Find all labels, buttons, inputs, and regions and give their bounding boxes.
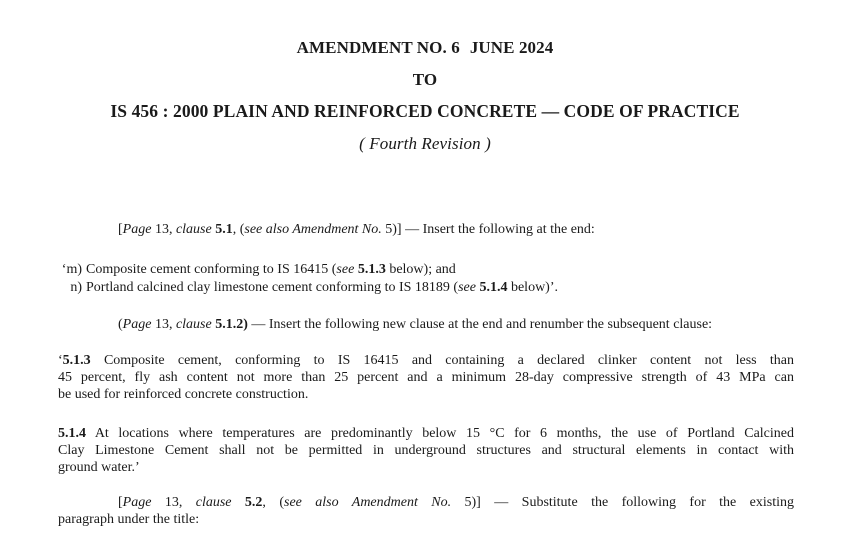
instruction-clause-5-1: [Page 13, clause 5.1, (see also Amendment No. 5)] — Insert the following at the end: xyxy=(118,222,595,237)
amendment-title xyxy=(0,38,850,58)
standard-title: IS 456 : 2000 PLAIN AND REINFORCED CONCRETE — CODE OF PRACTICE xyxy=(110,101,740,121)
clause-5-1-4: 5.1.4 At locations where temperatures are predominantly below 15 °C for 6 months, the use of Portland Calcined Clay Limestone Cement shall not be permitted in underground structures and structural elements in contact with ground water.’ xyxy=(58,426,794,475)
clause-number: 5.1.4 xyxy=(58,426,86,441)
amendment-date: JUNE 2024 xyxy=(469,38,554,57)
list-item-label: ‘m) xyxy=(61,262,82,277)
revision-subtitle: ( Fourth Revision ) xyxy=(359,134,491,153)
instruction-clause-5-1-2: (Page 13, clause 5.1.2) — Insert the following new clause at the end and renumber the subsequent clause: xyxy=(118,317,713,332)
instruction-clause-5-2: [Page 13, clause 5.2, (see also Amendment No. 5)] — Substitute the following for the existing paragraph under the title: xyxy=(58,495,794,527)
clause-5-1-3: ‘5.1.3 Composite cement, conforming to IS 16415 and containing a declared clinker content not less than 45 percent, fly ash content not more than 25 percent and a minimum 28-day compressive strength of 43 MPa can be used for reinforced concrete construction. xyxy=(58,353,794,402)
list-item: ‘m) Composite cement conforming to IS 16415 (see 5.1.3 below); and xyxy=(48,261,456,278)
list-item: n) Portland calcined clay limestone cement conforming to IS 18189 (see 5.1.4 below)’. xyxy=(48,279,558,296)
amendment-number: AMENDMENT NO. 6 xyxy=(296,38,460,57)
list-item-label: n) xyxy=(70,280,82,295)
to-heading: TO xyxy=(412,70,438,89)
clause-number: 5.1.3 xyxy=(62,353,91,368)
